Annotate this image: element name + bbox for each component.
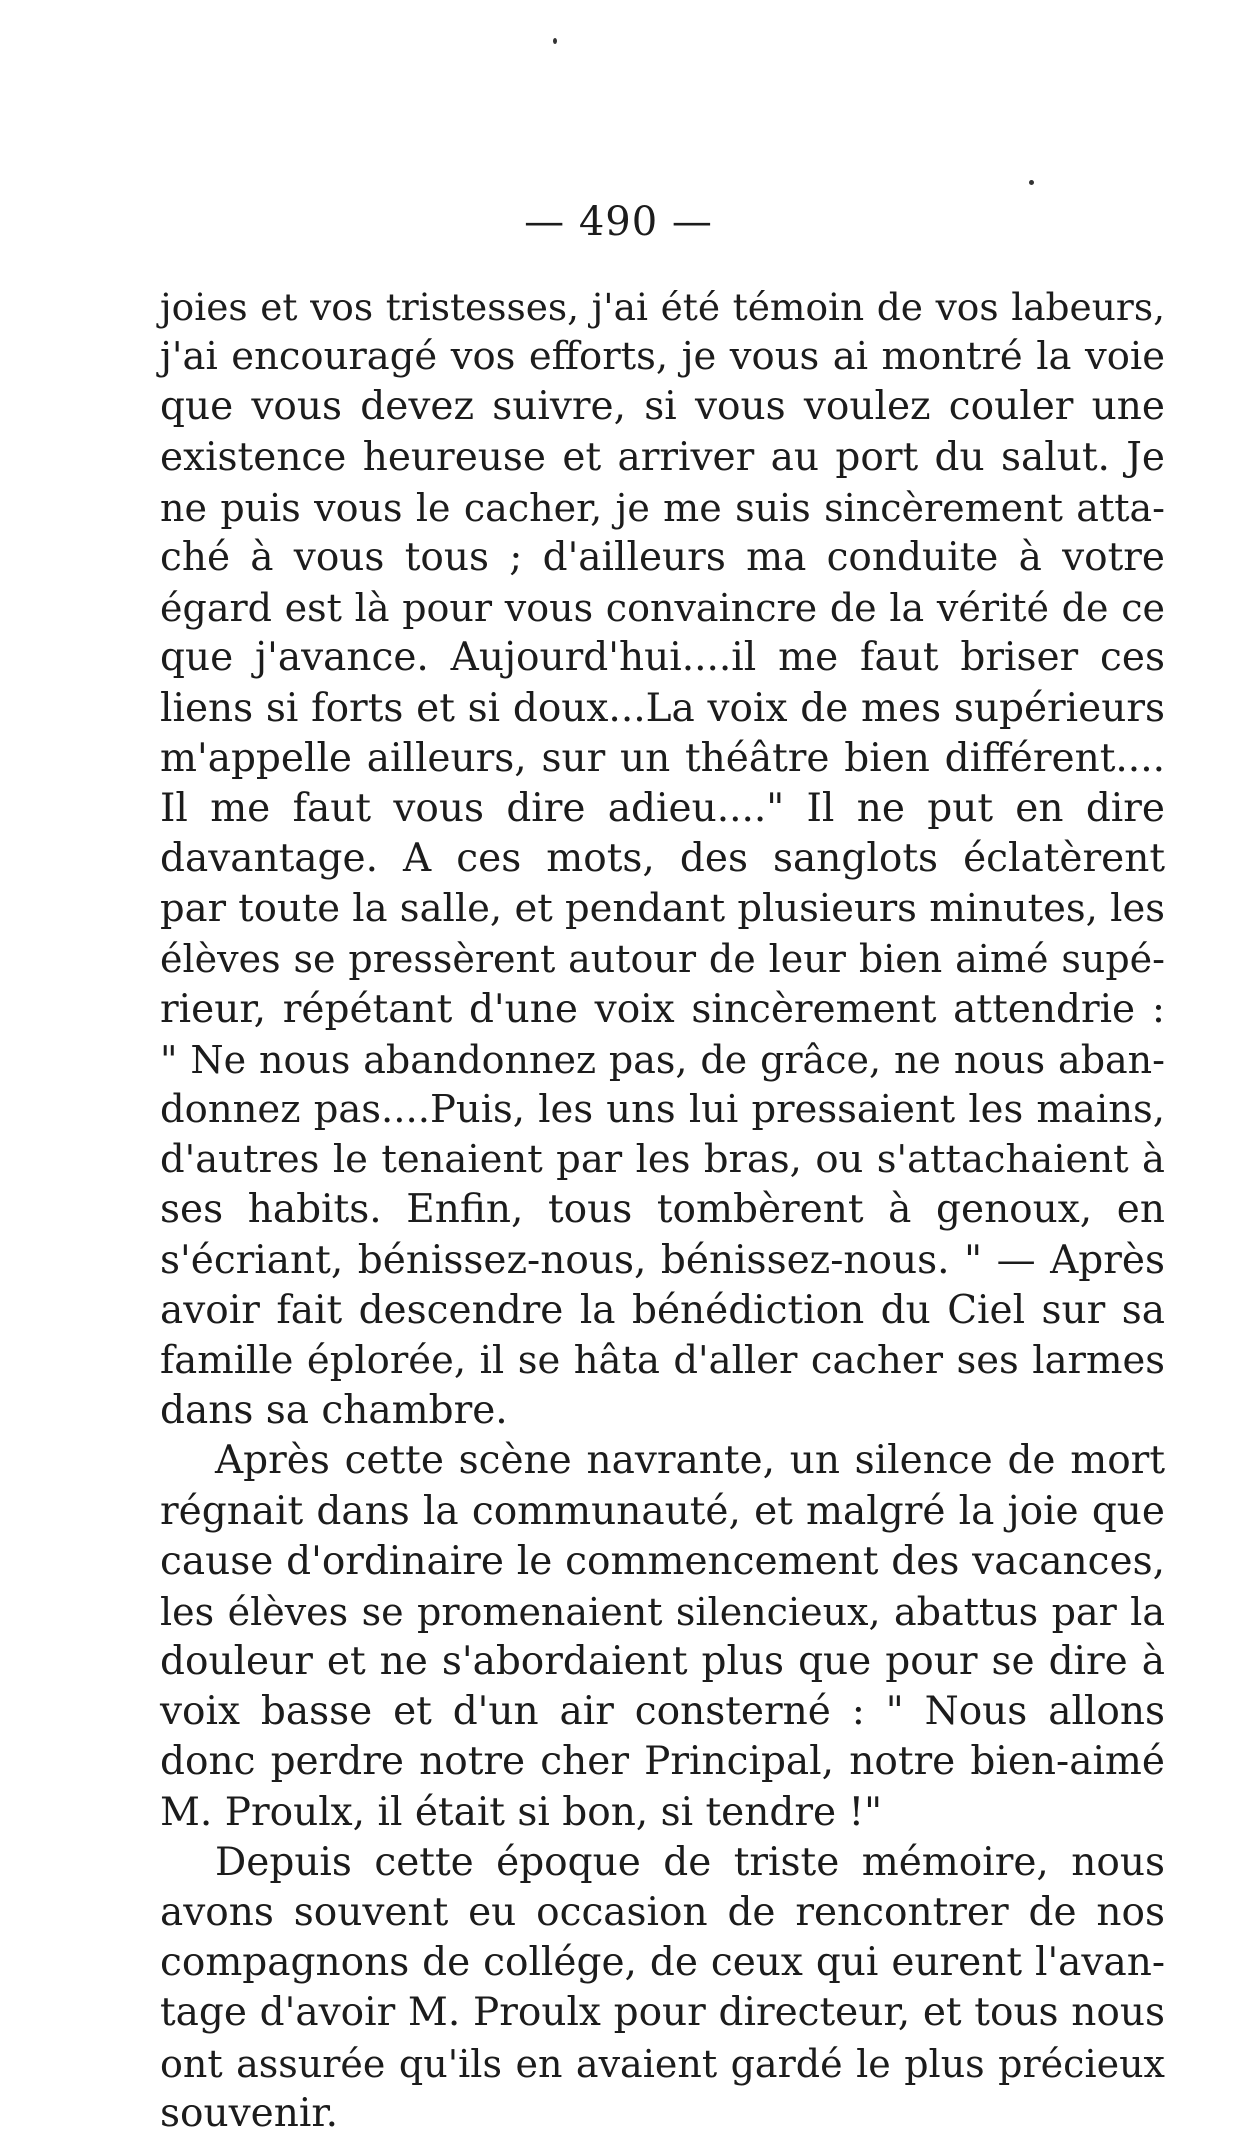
text-line: souvenir. [160,2090,339,2136]
text-line: Il me faut vous dire adieu...." Il ne put en dire [160,785,1165,831]
text-line: rieur, répétant d'une voix sincèrement attendrie : [160,986,1165,1032]
text-line: s'écriant, bénissez-nous, bénissez-nous. " — Après [160,1237,1165,1283]
text-line: ché à vous tous ; d'ailleurs ma conduite à votre [160,534,1165,580]
text-line: " Ne nous abandonnez pas, de grâce, ne nous aban- [160,1037,1165,1082]
text-line: par toute la salle, et pendant plusieurs minutes, les [160,886,1165,932]
text-line: avons souvent eu occasion de rencontrer de nos [160,1890,1165,1935]
text-line: dans sa chambre. [160,1388,508,1434]
text-line: famille éplorée, il se hâta d'aller cacher ses larmes [160,1337,1165,1383]
text-line: ne puis vous le cacher, je me suis sincèrement atta- [160,485,1165,530]
text-line: que vous devez suivre, si vous voulez couler une [160,384,1165,430]
text-line: m'appelle ailleurs, sur un théâtre bien différent.... [160,735,1165,781]
text-line: douleur et ne s'abordaient plus que pour se dire à [160,1639,1165,1685]
text-line: donnez pas....Puis, les uns lui pressaient les mains, [160,1087,1165,1132]
ink-speck [553,38,557,44]
text-line: davantage. A ces mots, des sanglots éclatèrent [160,836,1165,882]
text-line: existence heureuse et arriver au port du salut. Je [160,434,1165,480]
text-line: égard est là pour vous convaincre de la vérité de ce [160,586,1165,631]
text-line: Après cette scène navrante, un silence de mort [215,1438,1165,1484]
text-line: cause d'ordinaire le commencement des vacances, [160,1538,1165,1584]
text-line: M. Proulx, il était si bon, si tendre !" [160,1789,883,1835]
text-line: voix basse et d'un air consterné : " Nous allons [160,1689,1165,1735]
text-line: ses habits. Enfin, tous tombèrent à genoux, en [160,1187,1165,1233]
text-line: avoir fait descendre la bénédiction du Ciel sur sa [160,1287,1165,1333]
text-line: j'ai encouragé vos efforts, je vous ai montré la voie [160,334,1165,380]
text-line: compagnons de collége, de ceux qui eurent l'avan- [160,1940,1165,1986]
text-line: Depuis cette époque de triste mémoire, nous [215,1839,1165,1885]
page-number: — 490 — [524,199,713,245]
text-line: tage d'avoir M. Proulx pour directeur, et tous nous [160,1990,1165,2036]
text-line: joies et vos tristesses, j'ai été témoin de vos labeurs, [160,285,1165,329]
text-line: élèves se pressèrent autour de leur bien aimé supé- [160,937,1165,982]
text-line: les élèves se promenaient silencieux, abattus par la [160,1589,1165,1634]
page-text [160,282,1165,2139]
ink-speck [1029,180,1034,185]
text-line: d'autres le tenaient par les bras, ou s'attachaient à [160,1137,1165,1183]
text-line: ont assurée qu'ils en avaient gardé le plus précieux [160,2041,1165,2086]
text-line: que j'avance. Aujourd'hui....il me faut briser ces [160,635,1165,681]
text-line: donc perdre notre cher Principal, notre bien-aimé [160,1739,1165,1785]
text-line: régnait dans la communauté, et malgré la joie que [160,1488,1165,1534]
text-line: liens si forts et si doux...La voix de mes supérieurs [160,685,1165,731]
